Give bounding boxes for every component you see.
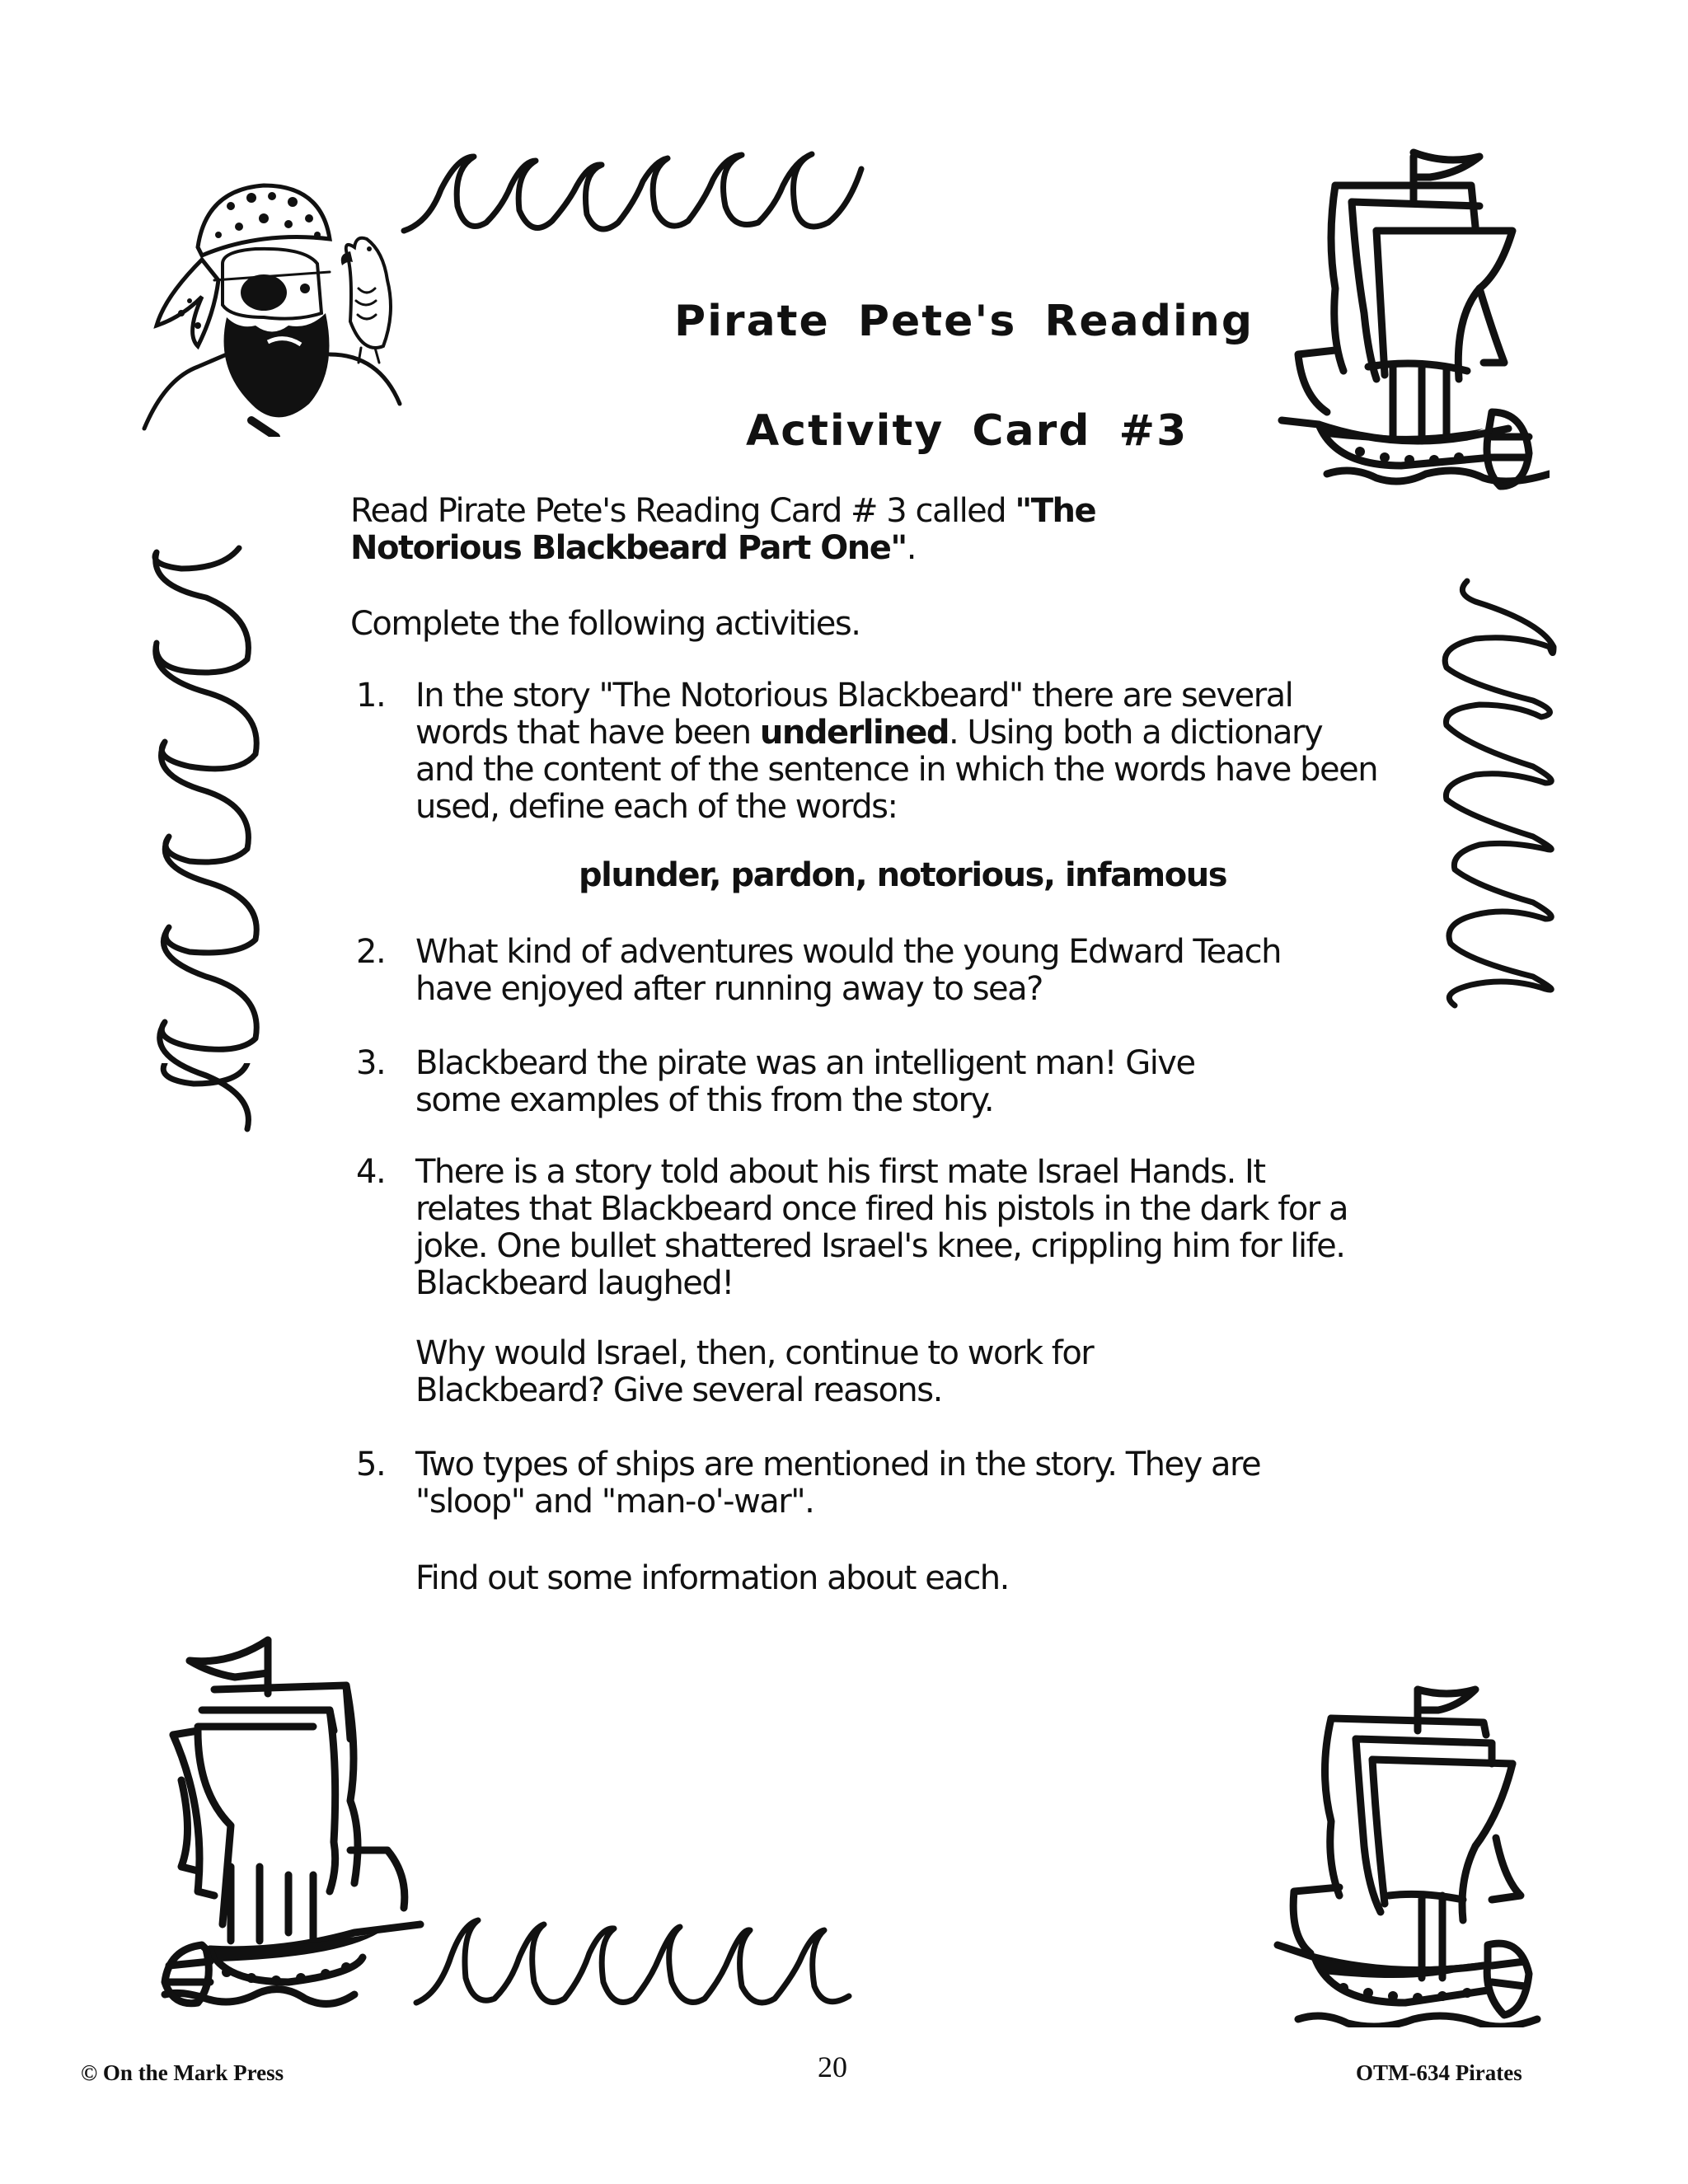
activity-number: 5.	[356, 1446, 386, 1483]
activity-item-3	[356, 1045, 1279, 1119]
activity-number: 3.	[356, 1044, 386, 1082]
page-title: Pirate Pete's Reading	[674, 297, 1254, 346]
activity-number: 1.	[356, 677, 386, 715]
activity-emphasis: underlined	[759, 714, 949, 752]
ship-illustration-bottom-left	[132, 1628, 445, 2023]
product-code: OTM-634 Pirates	[1356, 2060, 1522, 2085]
activity-text: There is a story told about his first mate Israel Hands. It relates that Blackbeard once fired his pistols in the dark for a joke. One bullet shattered Israel's knee, crippling him for life. Blackbeard laughed!	[415, 1153, 1348, 1302]
activity-item-2	[356, 934, 1329, 1008]
activity-text: Two types of ships are mentioned in the story. They are "sloop" and "man-o'-war".	[415, 1446, 1261, 1521]
activity-number: 2.	[356, 933, 386, 971]
activity-item-1	[356, 677, 1378, 826]
story-title: "The Notorious Blackbeard Part One"	[350, 492, 1096, 567]
page-subtitle: Activity Card #3	[746, 406, 1189, 456]
wave-border-top	[396, 140, 1319, 239]
sailing-ship-icon	[132, 1628, 445, 2023]
activity-text: What kind of adventures would the young Edward Teach have enjoyed after running away to sea?	[415, 933, 1282, 1008]
activity-text: Blackbeard the pirate was an intelligent man! Give some examples of this from the story.	[415, 1044, 1195, 1119]
activity-item-4	[356, 1154, 1378, 1302]
intro-paragraph	[350, 493, 1273, 567]
page-number: 20	[818, 2050, 847, 2083]
activity-text: In the story "The Notorious Blackbeard" there are several words that have been	[415, 677, 1293, 752]
copyright-notice: © On the Mark Press	[81, 2060, 284, 2085]
ship-illustration-top-right	[1269, 140, 1550, 519]
activity-number: 4.	[356, 1153, 386, 1191]
activity-followup-5: Find out some information about each.	[415, 1559, 1009, 1597]
activity-item-5	[356, 1446, 1362, 1521]
ship-illustration-bottom-right	[1273, 1648, 1570, 2027]
instruction-text: Complete the following activities.	[350, 605, 860, 643]
activity-followup-4: Why would Israel, then, continue to work for Blackbeard? Give several reasons.	[415, 1334, 1094, 1409]
pirate-icon	[132, 157, 412, 437]
activity-text-continued: . Using both a dictionary and the content of the sentence in which the words have been used, define each of the words:	[415, 714, 1378, 826]
intro-text: Read Pirate Pete's Reading Card # 3 called	[350, 492, 1015, 530]
wave-border-bottom	[412, 1896, 1269, 2011]
intro-period: .	[906, 529, 916, 567]
sailing-ship-icon	[1269, 140, 1550, 519]
vocabulary-words: plunder, pardon, notorious, infamous	[579, 856, 1226, 894]
wave-border-right	[1418, 569, 1566, 1624]
sailing-ship-icon	[1273, 1648, 1570, 2027]
pirate-illustration	[132, 157, 412, 437]
wave-border-left	[132, 536, 280, 1591]
